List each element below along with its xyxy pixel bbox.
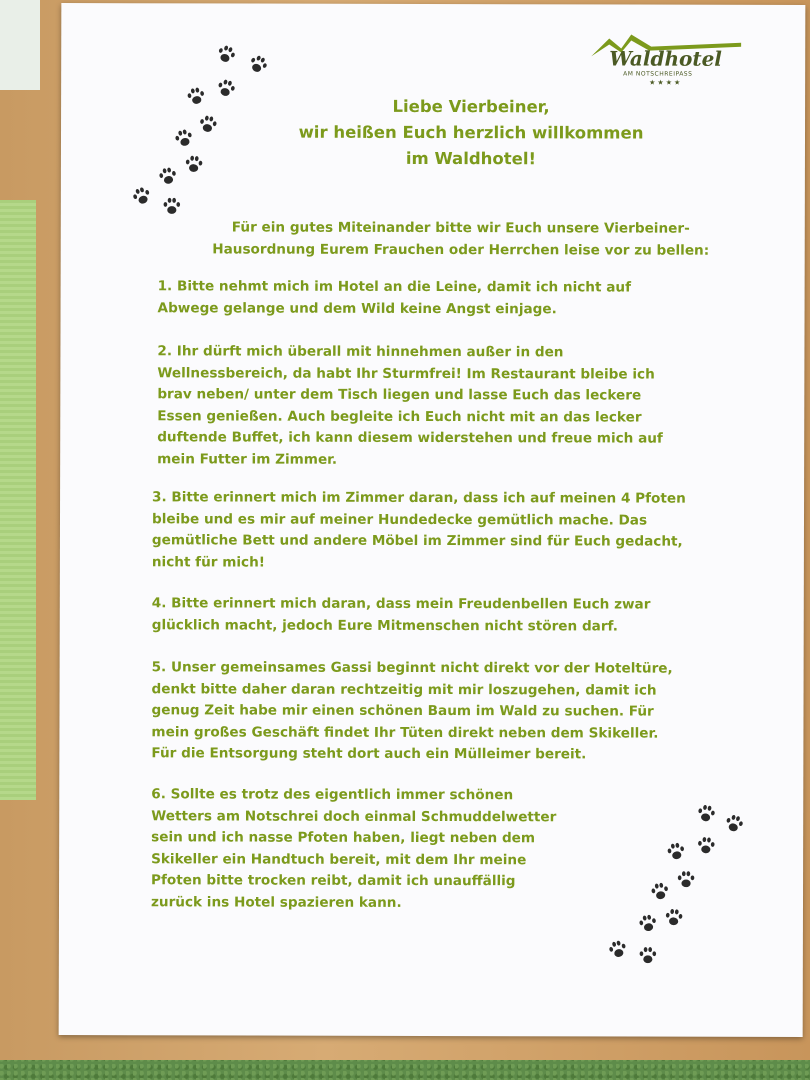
green-towel bbox=[0, 200, 36, 800]
paw-print-icon bbox=[195, 112, 221, 138]
rule-line: bleibe und es mir auf meiner Hundedecke gemütlich mache. Das bbox=[151, 510, 648, 529]
paw-print-icon bbox=[604, 936, 631, 963]
rule-line: zurück ins Hotel spazieren kann. bbox=[150, 893, 402, 911]
paw-print-icon bbox=[161, 195, 183, 217]
rule-line: nicht für mich! bbox=[151, 553, 266, 571]
paw-print-icon bbox=[128, 182, 156, 210]
rule-line: Wellnessbereich, da habt Ihr Sturmfrei! Im Restaurant bleibe ich bbox=[157, 364, 655, 383]
rule-line: 2. Ihr dürft mich überall mit hinnehmen außer in den bbox=[157, 343, 564, 361]
rule-line: gemütliche Bett und andere Möbel im Zimmer sind für Euch gedacht, bbox=[151, 532, 683, 550]
window-strip bbox=[0, 0, 40, 90]
paw-print-icon bbox=[675, 869, 697, 891]
rule-5 bbox=[151, 657, 672, 766]
rule-6 bbox=[151, 784, 556, 914]
paw-print-icon bbox=[637, 945, 659, 967]
rule-line: sein und ich nasse Pfoten haben, liegt neben dem bbox=[151, 829, 536, 847]
rule-1 bbox=[158, 276, 632, 320]
paw-print-icon bbox=[663, 839, 688, 864]
rule-line: brav neben/ unter dem Tisch liegen und lasse Euch das leckere bbox=[157, 386, 642, 404]
title-line: Liebe Vierbeiner, bbox=[392, 96, 550, 117]
paw-print-icon bbox=[693, 801, 719, 827]
rule-line: 1. Bitte nehmt mich im Hotel an die Leine, damit ich nicht auf bbox=[157, 278, 632, 296]
rule-line: Für die Entsorgung steht dort auch ein Mülleimer bereit. bbox=[151, 745, 587, 763]
logo-name: Waldhotel bbox=[609, 46, 722, 71]
rule-line: Wetters am Notschrei doch einmal Schmuddelwetter bbox=[151, 807, 557, 825]
rule-line: 5. Unser gemeinsames Gassi beginnt nicht direkt vor der Hoteltüre, bbox=[151, 659, 673, 677]
rule-line: 3. Bitte erinnert mich im Zimmer daran, dass ich auf meinen 4 Pfoten bbox=[152, 489, 686, 507]
paw-print-icon bbox=[212, 40, 240, 68]
paw-print-icon bbox=[662, 906, 686, 930]
paw-print-icon bbox=[721, 810, 748, 837]
rule-line: genug Zeit habe mir einen schönen Baum im Wald zu suchen. Für bbox=[151, 702, 654, 720]
paw-print-icon bbox=[182, 152, 206, 176]
house-rules-sheet bbox=[59, 3, 806, 1037]
rule-line: mein Futter im Zimmer. bbox=[157, 450, 338, 468]
welcome-title bbox=[261, 94, 681, 173]
rule-line: denkt bitte daher daran rechtzeitig mit mir loszugehen, damit ich bbox=[151, 680, 657, 699]
rule-line: duftende Buffet, ich kann diesem widerstehen und freue mich auf bbox=[157, 429, 663, 447]
rule-line: mein großes Geschäft findet Ihr Tüten direkt neben dem Skikeller. bbox=[151, 723, 659, 742]
logo-subtitle: AM NOTSCHREIPASS bbox=[623, 70, 693, 78]
paw-print-icon bbox=[183, 84, 208, 109]
rule-2 bbox=[157, 341, 663, 471]
paw-print-icon bbox=[171, 125, 198, 152]
paw-print-icon bbox=[635, 911, 660, 936]
rule-line: Skikeller ein Handtuch bereit, mit dem Ihr meine bbox=[151, 850, 527, 868]
paw-print-icon bbox=[213, 75, 240, 102]
rule-line: Abwege gelange und dem Wild keine Angst einjage. bbox=[157, 299, 557, 317]
rule-line: 6. Sollte es trotz des eigentlich immer schönen bbox=[151, 786, 514, 804]
rule-4 bbox=[152, 593, 651, 637]
intro-line: Für ein gutes Miteinander bitte wir Euch unsere Vierbeiner- bbox=[231, 219, 690, 237]
rule-line: glücklich macht, jedoch Eure Mitmenschen nicht stören darf. bbox=[151, 616, 618, 634]
rule-line: Pfoten bitte trocken reibt, damit ich unauffällig bbox=[151, 872, 516, 890]
rule-line: 4. Bitte erinnert mich daran, dass mein Freudenbellen Euch zwar bbox=[151, 595, 651, 613]
intro-line: Hausordnung Eurem Frauchen oder Herrchen leise vor zu bellen: bbox=[212, 240, 710, 259]
rule-line: Essen genießen. Auch begleite ich Euch nicht mit an das lecker bbox=[157, 407, 642, 426]
paw-print-icon bbox=[694, 834, 718, 858]
paw-print-icon bbox=[155, 164, 180, 189]
rule-3 bbox=[152, 487, 686, 574]
title-line: wir heißen Euch herzlich willkommen bbox=[298, 122, 644, 143]
paw-print-icon bbox=[244, 50, 273, 79]
title-line: im Waldhotel! bbox=[405, 148, 537, 169]
paw-print-icon bbox=[647, 879, 672, 904]
intro-paragraph bbox=[201, 217, 721, 261]
waldhotel-logo bbox=[591, 24, 741, 89]
logo-stars: ★★★★ bbox=[649, 78, 683, 87]
